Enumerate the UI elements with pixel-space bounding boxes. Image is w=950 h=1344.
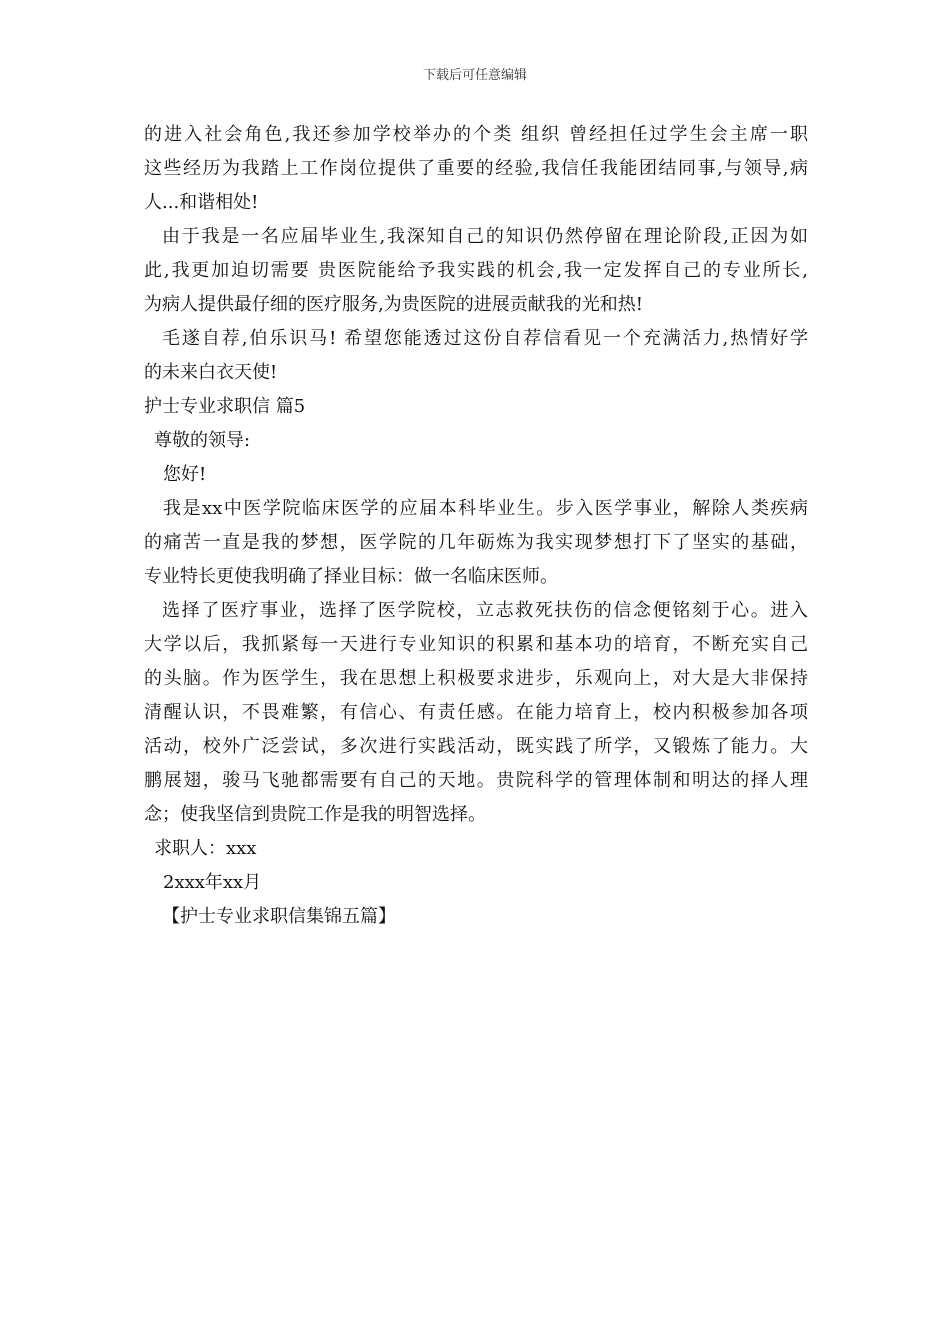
text-line: 此,我更加迫切需要 贵医院能给予我实践的机会,我一定发挥自己的专业所长,: [144, 260, 808, 281]
greeting: 您好!: [163, 464, 207, 485]
paragraph-first-line: 选择了医疗事业，选择了医学院校，立志救死扶伤的信念便铭刻于心。进入: [162, 600, 808, 621]
text-line: 的痛苦一直是我的梦想，医学院的几年砺炼为我实现梦想打下了坚实的基础，: [144, 532, 808, 553]
text-line: 大学以后，我抓紧每一天进行专业知识的积累和基本功的培育，不断充实自己: [144, 634, 808, 655]
text-line: 为病人提供最仔细的医疗服务,为贵医院的进展贡献我的光和热!: [144, 294, 643, 315]
letter-date: 2xxx年xx月: [163, 872, 262, 893]
section-title: 护士专业求职信 篇5: [144, 396, 306, 417]
document-body: [144, 118, 808, 934]
text-line: 活动，校外广泛尝试，多次进行实践活动，既实践了所学，又锻炼了能力。大: [144, 736, 808, 757]
text-line: 清醒认识，不畏难繁，有信心、有责任感。在能力培育上，校内积极参加各项: [144, 702, 808, 723]
text-line: 鹏展翅，骏马飞驰都需要有自己的天地。贵院科学的管理体制和明达的择人理: [144, 770, 808, 791]
text-line: 这些经历为我踏上工作岗位提供了重要的经验,我信任我能团结同事,与领导,病: [144, 158, 808, 179]
paragraph-first-line: 由于我是一名应届毕业生,我深知自己的知识仍然停留在理论阶段,正因为如: [162, 226, 808, 247]
text-line: 人...和谐相处!: [144, 192, 259, 213]
salutation: 尊敬的领导:: [154, 430, 251, 451]
text-line: 的头脑。作为医学生，我在思想上积极要求进步，乐观向上，对大是大非保持: [144, 668, 808, 689]
page-header: 下载后可任意编辑: [422, 68, 527, 83]
text-line: 的未来白衣天使!: [144, 362, 278, 383]
paragraph-first-line: 我是xx中医学院临床医学的应届本科毕业生。步入医学事业，解除人类疾病: [163, 498, 808, 519]
text-line: 专业特长更使我明确了择业目标：做一名临床医师。: [144, 566, 558, 587]
applicant-signature: 求职人：xxx: [154, 838, 257, 859]
text-line: 念；使我坚信到贵院工作是我的明智选择。: [144, 804, 486, 825]
text-line: 的进入社会角色,我还参加学校举办的个类 组织 曾经担任过学生会主席一职: [144, 124, 808, 145]
paragraph-first-line: 毛遂自荐,伯乐识马! 希望您能透过这份自荐信看见一个充满活力,热情好学: [162, 328, 808, 349]
document-footer-title: 【护士专业求职信集锦五篇】: [162, 906, 396, 927]
